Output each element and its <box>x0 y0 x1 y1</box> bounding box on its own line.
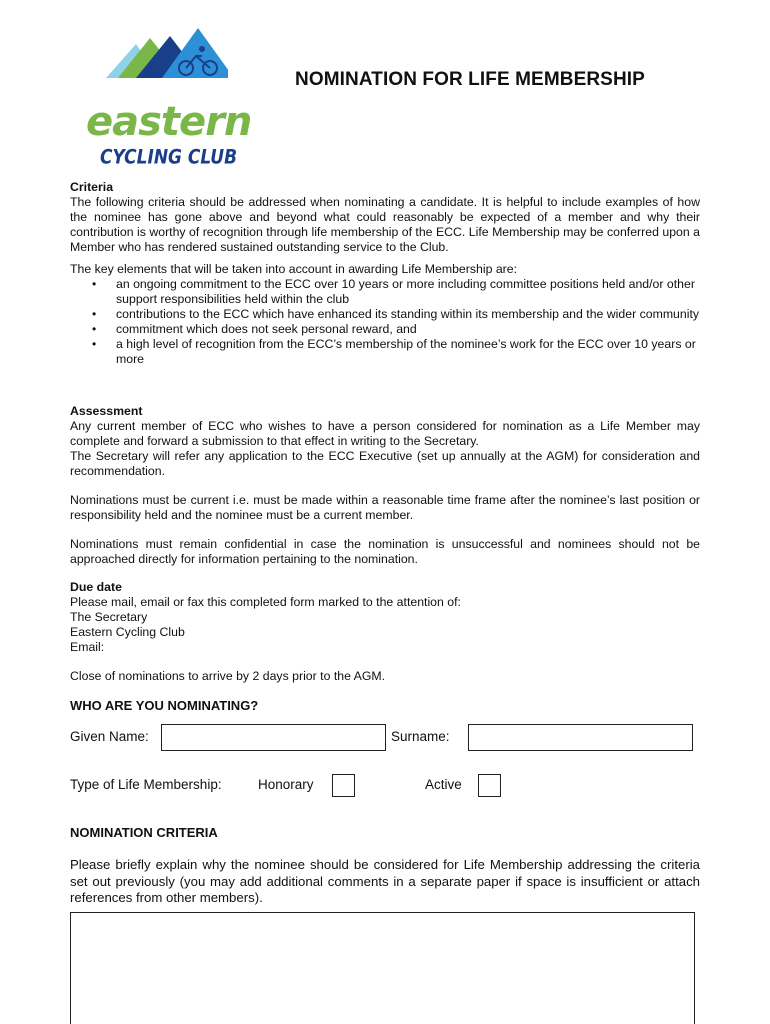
nominee-heading: WHO ARE YOU NOMINATING? <box>70 698 259 713</box>
assessment-para: Nominations must be current i.e. must be made within a reasonable time frame after the nominee’s last position or responsibility held and the nominee must be a current member. <box>70 493 700 522</box>
list-item: • an ongoing commitment to the ECC over 10 years or more including committee positions held and/or other support responsibilities held within the club <box>70 277 700 307</box>
assessment-heading: Assessment <box>70 404 143 418</box>
criteria-heading: Criteria <box>70 180 114 194</box>
active-checkbox[interactable] <box>478 774 501 797</box>
given-name-label: Given Name: <box>70 729 149 744</box>
due-date-line: Please mail, email or fax this completed form marked to the attention of: <box>70 595 461 609</box>
logo-wordmark-eastern: eastern <box>86 99 252 145</box>
assessment-para: Nominations must remain confidential in case the nomination is unsuccessful and nominees should not be approached directly for information pertaining to the nomination. <box>70 537 700 566</box>
eastern-cycling-club-logo <box>86 26 252 169</box>
honorary-label: Honorary <box>258 777 314 792</box>
nomination-criteria-instructions: Please briefly explain why the nominee should be considered for Life Membership addressing the criteria set out previously (you may add additional comments in a separate paper if space is insufficient or attach references from other members). <box>70 857 700 905</box>
assessment-para: Any current member of ECC who wishes to have a person considered for nomination as a Life Member may complete and forward a submission to that effect in writing to the Secretary. <box>70 419 700 448</box>
active-label: Active <box>425 777 462 792</box>
due-date-heading: Due date <box>70 580 122 594</box>
assessment-para: The Secretary will refer any application to the ECC Executive (set up annually at the AGM) for consideration and recommendation. <box>70 449 700 478</box>
list-item: • contributions to the ECC which have enhanced its standing within its membership and the wider community <box>70 307 700 322</box>
membership-type-label: Type of Life Membership: <box>70 777 222 792</box>
key-elements-intro: The key elements that will be taken into account in awarding Life Membership are: <box>70 262 518 276</box>
criteria-section <box>70 180 700 367</box>
due-date-line: Eastern Cycling Club <box>70 625 185 639</box>
close-of-nominations: Close of nominations to arrive by 2 days prior to the AGM. <box>70 669 386 683</box>
due-date-line: The Secretary <box>70 610 148 624</box>
honorary-checkbox[interactable] <box>332 774 355 797</box>
due-date-section <box>70 580 700 684</box>
mountain-cyclist-icon <box>98 26 228 82</box>
list-item: • a high level of recognition from the ECC’s membership of the nominee’s work for the ECC over 10 years or more <box>70 337 700 367</box>
due-date-line: Email: <box>70 640 105 654</box>
key-elements-list <box>70 277 700 367</box>
given-name-field[interactable] <box>161 724 386 751</box>
surname-label: Surname: <box>391 729 450 744</box>
nomination-response-field[interactable] <box>70 912 695 1024</box>
assessment-section <box>70 404 700 567</box>
list-item: • commitment which does not seek personal reward, and <box>70 322 700 337</box>
nomination-criteria-heading: NOMINATION CRITERIA <box>70 825 218 840</box>
page-title: NOMINATION FOR LIFE MEMBERSHIP <box>295 69 645 90</box>
logo-wordmark-cycling-club: CYCLING CLUB <box>100 146 238 169</box>
criteria-intro: The following criteria should be addressed when nominating a candidate. It is helpful to include examples of how the nominee has gone above and beyond what could reasonably be expected of a member and why their contribution is worthy of recognition through life membership of the ECC. Life Membership may be conferred upon a Member who has rendered sustained outstanding service to the Club. <box>70 195 700 254</box>
surname-field[interactable] <box>468 724 693 751</box>
